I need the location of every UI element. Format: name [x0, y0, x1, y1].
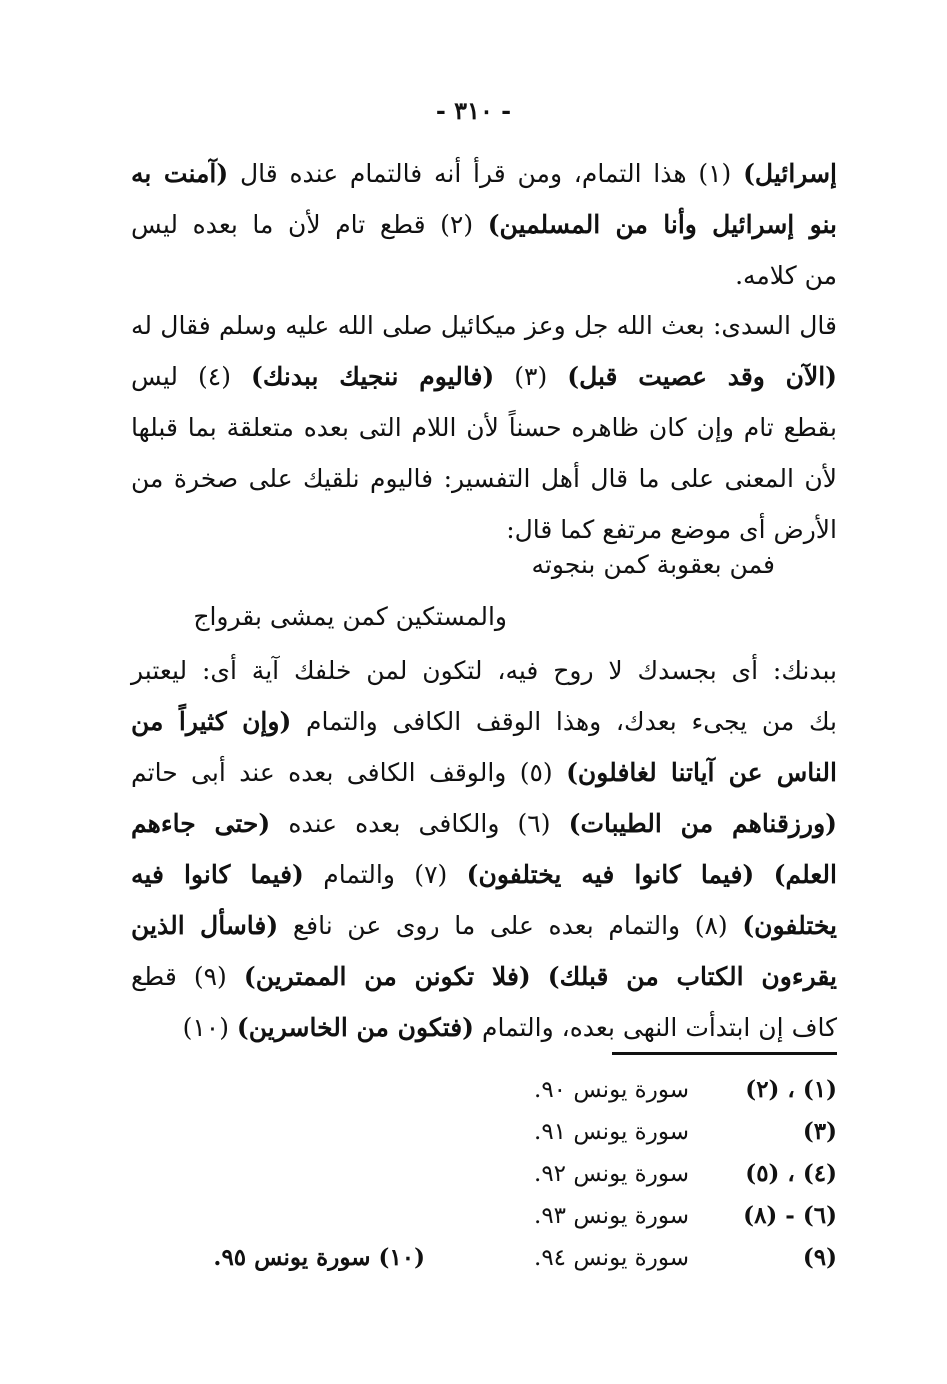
text-line — [131, 951, 837, 1002]
footnote-number: (١) ، (٢) — [745, 1076, 837, 1103]
text-run: (٣) — [514, 362, 548, 391]
text-line — [131, 645, 837, 696]
quran-quote: (فيما كانوا فيه يختلفون) — [466, 860, 755, 889]
text-run: بقطع تام وإن كان ظاهره حسناً لأن اللام التى بعده متعلقة بما قبلها — [131, 413, 837, 442]
text-run: (٢) قطع تام لأن ما بعده ليس — [131, 210, 474, 239]
text-run: (٧) والتمام — [323, 860, 448, 889]
text-run: (١) هذا التمام، ومن قرأ أنه فالتمام عنده قال — [239, 159, 732, 188]
footnote-source: سورة يونس ٩٤. — [534, 1245, 689, 1271]
quran-quote: الناس عن آياتنا لغافلون) — [566, 758, 837, 787]
quran-quote: إسرائيل) — [743, 159, 837, 188]
footnote-row — [131, 1238, 837, 1278]
footnote-source: سورة يونس ٩٣. — [534, 1203, 689, 1229]
footnote-number: (٩) — [802, 1244, 837, 1271]
quran-quote: (فاليوم ننجيك ببدنك) — [251, 362, 495, 391]
text-run: (١٠) — [182, 1013, 229, 1042]
footnote-extra: (١٠) سورة يونس ٩٥. — [213, 1244, 425, 1271]
paragraph-2 — [131, 300, 837, 555]
footnote-number: (٦) - (٨) — [743, 1202, 837, 1229]
footnote-separator — [612, 1052, 837, 1055]
footnote-row — [131, 1154, 837, 1194]
quran-quote: (ورزقناهم من الطيبات) — [568, 809, 837, 838]
text-line — [131, 148, 837, 199]
text-line — [131, 798, 837, 849]
quran-quote: (آمنت به — [131, 159, 229, 188]
text-line — [131, 300, 837, 351]
footnote-source: سورة يونس ٩٢. — [534, 1161, 689, 1187]
quran-quote: (فاسأل الذين — [131, 911, 279, 940]
text-run: من كلامه. — [735, 261, 837, 290]
footnote-row — [131, 1070, 837, 1110]
text-run: (٦) والكافى بعده عنده — [288, 809, 551, 838]
text-run: بك من يجىء بعدك، وهذا الوقف الكافى والتمام — [305, 707, 837, 736]
quran-quote: يختلفون) — [742, 911, 837, 940]
quran-quote: (فلا تكونن من الممترين) — [243, 962, 531, 991]
text-line — [131, 453, 837, 504]
text-line — [131, 849, 837, 900]
quran-quote: بنو إسرائيل وأنا من المسلمين) — [487, 210, 837, 239]
text-run: لأن المعنى على ما قال أهل التفسير: فاليوم نلقيك على صخرة من — [131, 464, 837, 493]
footnote-number: (٤) ، (٥) — [745, 1160, 837, 1187]
text-line — [131, 696, 837, 747]
page-number: - ٣١٠ - — [435, 96, 512, 125]
text-run: قال السدى: بعث الله جل وعز ميكائيل صلى الله عليه وسلم فقال له — [131, 311, 837, 340]
quran-quote: العلم) — [773, 860, 837, 889]
quran-quote: (حتى جاءهم — [131, 809, 271, 838]
text-run: الأرض أى موضع مرتفع كما قال: — [506, 515, 837, 544]
footnote-row — [131, 1112, 837, 1152]
text-line — [131, 900, 837, 951]
verse-line-2: والمستكين كمن يمشى بقرواج — [193, 602, 507, 631]
quran-quote: (الآن وقد عصيت قبل) — [567, 362, 838, 391]
text-run: (٩) قطع — [131, 962, 227, 991]
paragraph-3 — [131, 645, 837, 1053]
footnote-source: سورة يونس ٩٠. — [534, 1077, 689, 1103]
text-line — [131, 351, 837, 402]
text-line — [131, 250, 837, 301]
text-run: (٤) ليس — [131, 362, 231, 391]
text-line — [131, 747, 837, 798]
text-run: (٨) والتمام بعده على ما روى عن نافع — [292, 911, 728, 940]
verse-line-1: فمن بعقوبة كمن بنجوته — [531, 550, 775, 579]
text-line — [131, 199, 837, 250]
text-run: ببدنك: أى بجسدك لا روح فيه، لتكون لمن خلفك آية أى: ليعتبر — [131, 656, 837, 685]
text-line — [131, 1002, 837, 1053]
text-line — [131, 402, 837, 453]
quran-quote: (فيما كانوا فيه — [131, 860, 304, 889]
footnote-number: (٣) — [802, 1118, 837, 1145]
quran-quote: يقرءون الكتاب من قبلك) — [547, 962, 837, 991]
quran-quote: (فتكون من الخاسرين) — [236, 1013, 475, 1042]
text-run: (٥) والوقف الكافى بعده عند أبى حاتم — [131, 758, 553, 787]
paragraph-1 — [131, 148, 837, 301]
footnote-source: سورة يونس ٩١. — [534, 1119, 689, 1145]
footnote-row — [131, 1196, 837, 1236]
quran-quote: (وإن كثيراً من — [131, 707, 292, 736]
text-run: كاف إن ابتدأت النهى بعده، والتمام — [481, 1013, 837, 1042]
